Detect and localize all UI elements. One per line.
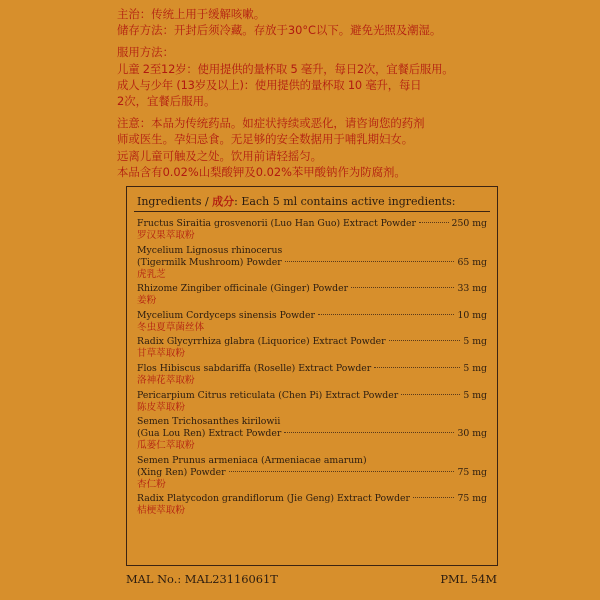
ingredients-title — [137, 193, 455, 209]
ingredient-name: (Tigermilk Mushroom) Powder — [137, 256, 282, 268]
ingredient-name: Mycelium Lignosus rhinocerus — [137, 244, 283, 256]
ingredient-item — [137, 218, 487, 242]
ingredient-dose: 5 mg — [463, 362, 487, 374]
ingredient-name: Fructus Siraitia grosvenorii (Luo Han Guo) Extract Powder — [137, 218, 417, 229]
ingredient-item — [137, 283, 487, 307]
ingredients-divider — [134, 211, 490, 212]
dot-leader — [401, 394, 460, 395]
ingredient-name: Rhizome Zingiber officinale (Ginger) Powder — [137, 283, 349, 295]
preservative-text: 本品含有0.02%山梨酸钾及0.02%苯甲酸钠作为防腐剂。 — [117, 164, 406, 179]
dosage-children-text: 儿童 2至12岁：使用提供的量杯取 5 毫升，每日2次，宜餐后服用。 — [117, 61, 454, 76]
label-text-block — [117, 6, 497, 180]
ingredient-dose: 30 mg — [457, 428, 487, 440]
dot-leader — [374, 367, 460, 368]
ingredient-dose: 5 mg — [463, 336, 487, 348]
ingredient-line — [137, 336, 487, 348]
ingredient-dose: 65 mg — [457, 256, 487, 268]
ingredient-line — [137, 245, 487, 257]
ingredient-line — [137, 416, 487, 428]
dot-leader — [229, 471, 455, 472]
ingredient-dose: 5 mg — [463, 389, 487, 401]
ingredient-name: Radix Platycodon grandiflorum (Jie Geng) Extract Powder — [137, 493, 411, 505]
ingredient-name: Flos Hibiscus sabdariffa (Roselle) Extract Powder — [137, 362, 372, 374]
ingredient-item — [137, 493, 487, 517]
ingredient-chinese-name: 陈皮萃取粉 — [137, 401, 185, 413]
ingredient-chinese-name: 甘草萃取粉 — [137, 348, 185, 360]
ingredient-item — [137, 390, 487, 414]
ingredient-chinese-name: 姜粉 — [137, 295, 157, 307]
ingredient-item — [137, 336, 487, 360]
dot-leader — [419, 222, 449, 223]
ingredient-line — [137, 363, 487, 375]
ingredients-title-en: Ingredients / — [137, 195, 213, 208]
ingredient-name: (Gua Lou Ren) Extract Powder — [137, 428, 282, 440]
ingredient-line — [137, 467, 487, 479]
dosage-adult-text-line2: 2次，宜餐后服用。 — [117, 94, 216, 109]
ingredient-item — [137, 245, 487, 281]
ingredient-list — [137, 218, 487, 520]
ingredient-chinese-name: 杏仁粉 — [137, 478, 166, 490]
warning-text-line2: 师或医生。孕妇忌食。无足够的安全数据用于哺乳期妇女。 — [117, 132, 414, 147]
mal-number: MAL No.: MAL23116061T — [126, 572, 278, 586]
dot-leader — [389, 340, 461, 341]
ingredient-line — [137, 428, 487, 440]
ingredient-item — [137, 310, 487, 334]
dot-leader — [284, 432, 454, 433]
ingredient-chinese-name: 罗汉果萃取粉 — [137, 230, 195, 241]
ingredient-dose: 75 mg — [457, 493, 487, 505]
ingredients-title-rest: : Each 5 ml contains active ingredients: — [234, 195, 456, 208]
ingredient-item — [137, 363, 487, 387]
dot-leader — [285, 261, 455, 262]
ingredients-box — [126, 186, 498, 566]
ingredient-line — [137, 257, 487, 269]
ingredient-item — [137, 455, 487, 491]
warning-text-line1: 注意：本品为传统药品。如症状持续或恶化，请咨询您的药剂 — [117, 116, 425, 131]
ingredient-name: Semen Trichosanthes kirilowii — [137, 416, 281, 428]
ingredient-name: Mycelium Cordyceps sinensis Powder — [137, 309, 315, 321]
ingredient-chinese-name: 瓜蒌仁萃取粉 — [137, 440, 195, 452]
warning-text-line3: 远离儿童可触及之处。饮用前请轻摇匀。 — [117, 148, 323, 163]
pml-code: PML 54M — [440, 572, 497, 586]
ingredient-line — [137, 390, 487, 402]
ingredient-dose: 75 mg — [457, 466, 487, 478]
dosage-title: 服用方法： — [117, 45, 174, 60]
ingredient-line — [137, 283, 487, 295]
ingredient-dose: 33 mg — [457, 283, 487, 295]
ingredient-line — [137, 310, 487, 322]
ingredient-line — [137, 493, 487, 505]
ingredient-line — [137, 218, 487, 230]
ingredient-name: Radix Glycyrrhiza glabra (Liquorice) Extract Powder — [137, 336, 386, 348]
ingredient-dose: 250 mg — [451, 218, 487, 229]
dot-leader — [351, 287, 454, 288]
ingredient-chinese-name: 洛神花萃取粉 — [137, 374, 195, 386]
ingredient-name: Semen Prunus armeniaca (Armeniacae amarum) — [137, 454, 367, 466]
ingredient-item — [137, 416, 487, 452]
dot-leader — [413, 497, 454, 498]
ingredient-dose: 10 mg — [457, 309, 487, 321]
ingredients-title-zh: 成分 — [212, 195, 235, 208]
dot-leader — [318, 314, 454, 315]
storage-text: 储存方法：开封后须冷藏。存放于30°C以下。避免光照及潮湿。 — [117, 23, 442, 38]
ingredient-chinese-name: 冬虫夏草菌丝体 — [137, 321, 205, 333]
ingredient-line — [137, 455, 487, 467]
dosage-adult-text-line1: 成人与少年 (13岁及以上)：使用提供的量杯取 10 毫升，每日 — [117, 77, 422, 92]
ingredient-name: (Xing Ren) Powder — [137, 466, 226, 478]
ingredient-chinese-name: 桔梗萃取粉 — [137, 505, 185, 517]
ingredient-chinese-name: 虎乳芝 — [137, 268, 166, 280]
ingredient-name: Pericarpium Citrus reticulata (Chen Pi) Extract Powder — [137, 389, 399, 401]
indication-text: 主治：传统上用于缓解咳嗽。 — [117, 7, 266, 21]
